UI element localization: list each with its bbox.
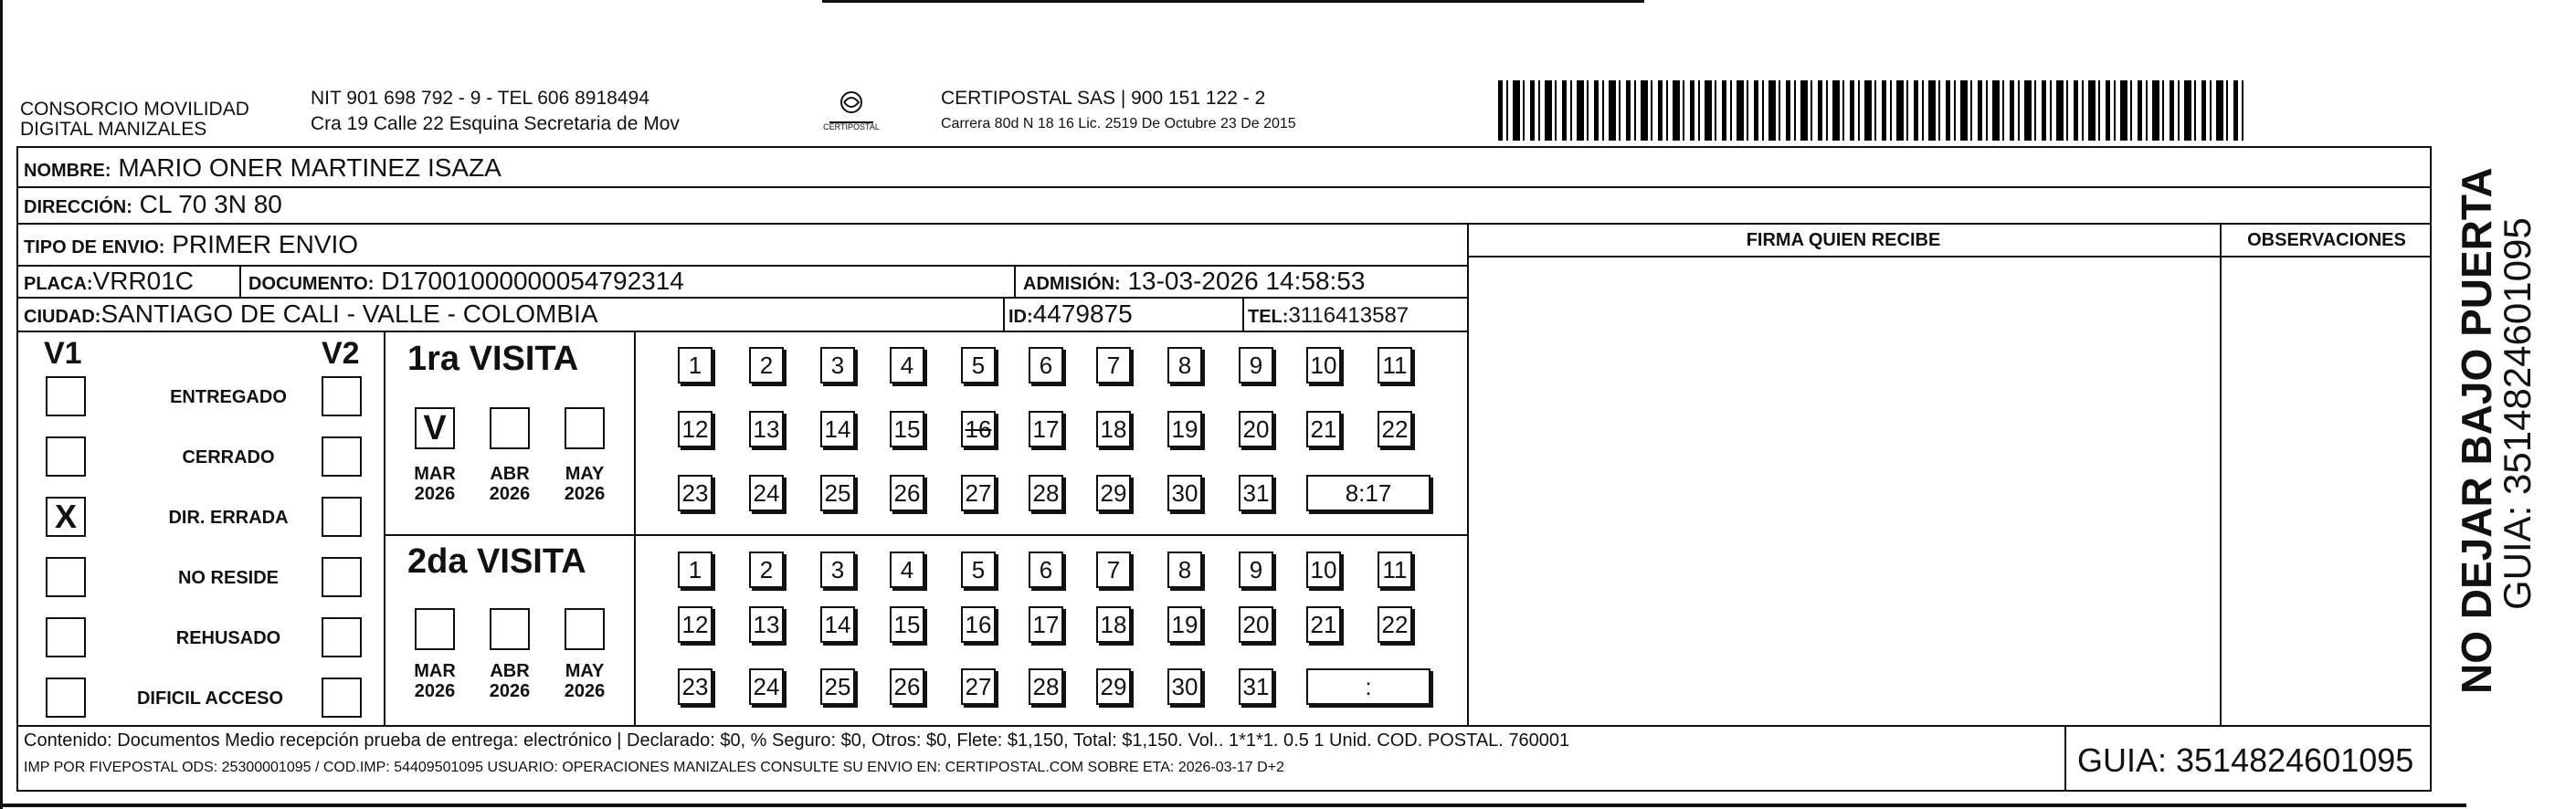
firma-header: FIRMA QUIEN RECIBE (1746, 230, 1941, 250)
day-box[interactable]: 5 (961, 347, 996, 383)
nombre-label: NOMBRE: (24, 161, 111, 181)
documento-value: D17001000000054792314 (381, 267, 684, 295)
status-option-label: DIFICIL ACCESO (136, 688, 283, 709)
day-box[interactable]: 3 (820, 347, 855, 383)
day-box[interactable]: 12 (678, 606, 713, 643)
footer-content: Contenido: Documentos Medio recepción prueba de entrega: electrónico | Declarado: $0, % Seguro: $0, Otros: $0, Flete: $1,150, Total: $1,150. Vol.. 1*1*1. 0.5 1 Unid. COD. POSTAL. 760001 (24, 730, 1570, 751)
v2-label: V2 (322, 336, 360, 371)
day-box[interactable]: 31 (1239, 668, 1273, 705)
documento-label: DOCUMENTO: (248, 274, 375, 294)
v1-checkbox[interactable] (46, 617, 86, 657)
tipo-value: PRIMER ENVIO (172, 230, 359, 258)
day-box[interactable]: 28 (1029, 475, 1063, 511)
day-box[interactable]: 21 (1306, 606, 1341, 643)
day-box[interactable]: 13 (749, 411, 784, 447)
ciudad-label: CIUDAD: (24, 307, 101, 327)
company-address: Cra 19 Calle 22 Esquina Secretaria de Mov (311, 113, 680, 134)
courier-name: CERTIPOSTAL SAS | 900 151 122 - 2 (941, 88, 1266, 109)
v2-checkbox[interactable] (322, 617, 362, 657)
placa-value: VRR01C (92, 267, 195, 295)
day-box[interactable]: 8 (1167, 552, 1202, 588)
day-box[interactable]: 21 (1306, 411, 1341, 447)
month-label: MAY 2026 (564, 661, 606, 701)
day-box[interactable]: 6 (1029, 347, 1063, 383)
day-box[interactable]: 7 (1096, 552, 1131, 588)
day-box[interactable]: 14 (820, 606, 855, 643)
day-box[interactable]: 6 (1029, 552, 1063, 588)
tel-value: 3116413587 (1288, 303, 1409, 328)
day-box[interactable]: 19 (1167, 411, 1202, 447)
month-label: MAY 2026 (564, 464, 606, 504)
day-box[interactable]: 9 (1239, 347, 1273, 383)
v2-checkbox[interactable] (322, 678, 362, 718)
day-box[interactable]: 2 (749, 552, 784, 588)
day-box[interactable]: 14 (820, 411, 855, 447)
footer-print-info: IMP POR FIVEPOSTAL ODS: 25300001095 / COD.IMP: 54409501095 USUARIO: OPERACIONES MANIZALES CONSULTE SU ENVIO EN: CERTIPOSTAL.COM SOBRE ETA: 2026-03-17 D+2 (24, 760, 1284, 775)
company-name-line2: DIGITAL MANIZALES (20, 119, 207, 140)
day-box[interactable]: 11 (1378, 347, 1412, 383)
no-dejar-warning: NO DEJAR BAJO PUERTA (2453, 167, 2500, 694)
status-option-label: DIR. ERRADA (168, 508, 289, 528)
day-box[interactable]: 28 (1029, 668, 1063, 705)
day-box[interactable]: 16 (961, 411, 996, 447)
admision-label: ADMISIÓN: (1023, 274, 1121, 294)
day-box[interactable]: 17 (1029, 606, 1063, 643)
company-name-line1: CONSORCIO MOVILIDAD (20, 99, 249, 120)
day-box[interactable]: 31 (1239, 475, 1273, 511)
day-box[interactable]: 10 (1306, 347, 1341, 383)
placa-label: PLACA: (24, 274, 93, 294)
day-box[interactable]: 12 (678, 411, 713, 447)
observaciones-header: OBSERVACIONES (2247, 230, 2406, 250)
month-label: MAR 2026 (414, 661, 456, 701)
day-box[interactable]: 1 (678, 347, 713, 383)
admision-value: 13-03-2026 14:58:53 (1127, 267, 1366, 295)
id-label: ID: (1008, 307, 1033, 327)
day-box[interactable]: 24 (749, 475, 784, 511)
v2-checkbox[interactable] (322, 436, 362, 477)
day-box[interactable]: 11 (1378, 552, 1412, 588)
day-box[interactable]: 9 (1239, 552, 1273, 588)
day-box[interactable]: 15 (890, 606, 924, 643)
month-checkbox[interactable] (490, 407, 530, 449)
v1-checkbox[interactable]: X (46, 497, 86, 537)
month-checkbox[interactable]: V (415, 407, 455, 449)
day-box[interactable]: 30 (1167, 668, 1202, 705)
day-box[interactable]: 7 (1096, 347, 1131, 383)
day-box[interactable]: 10 (1306, 552, 1341, 588)
day-box[interactable]: 1 (678, 552, 713, 588)
status-option-label: REHUSADO (175, 628, 281, 648)
month-checkbox[interactable] (415, 608, 455, 650)
day-box[interactable]: 29 (1096, 668, 1131, 705)
day-box[interactable]: 22 (1378, 606, 1412, 643)
footer-guia: GUIA: 3514824601095 (2077, 741, 2414, 779)
status-option-label: ENTREGADO (170, 387, 287, 407)
day-box[interactable]: 25 (820, 475, 855, 511)
company-nit: NIT 901 698 792 - 9 - TEL 606 8918494 (311, 88, 649, 109)
day-box[interactable]: 22 (1378, 411, 1412, 447)
day-box[interactable]: 25 (820, 668, 855, 705)
day-box[interactable]: 30 (1167, 475, 1202, 511)
direccion-row (24, 190, 282, 222)
month-label: ABR 2026 (489, 661, 531, 701)
nombre-row (24, 153, 501, 185)
day-box[interactable]: 16 (961, 606, 996, 643)
id-value: 4479875 (1032, 299, 1133, 328)
day-box[interactable]: 4 (890, 347, 924, 383)
time-box[interactable]: : (1306, 668, 1431, 705)
v2-checkbox[interactable] (322, 557, 362, 597)
v2-checkbox[interactable] (322, 497, 362, 537)
v1-checkbox[interactable] (46, 678, 86, 718)
day-box[interactable]: 17 (1029, 411, 1063, 447)
first-visit-title: 1ra VISITA (407, 340, 579, 378)
day-box[interactable]: 24 (749, 668, 784, 705)
status-option-label: CERRADO (182, 447, 275, 468)
courier-address: Carrera 80d N 18 16 Lic. 2519 De Octubre 23 De 2015 (941, 116, 1296, 131)
month-label: MAR 2026 (414, 464, 456, 504)
status-option-label: NO RESIDE (177, 568, 280, 588)
day-box[interactable]: 23 (678, 475, 713, 511)
day-box[interactable]: 27 (961, 668, 996, 705)
second-visit-title: 2da VISITA (407, 542, 586, 581)
tipo-row (24, 230, 358, 262)
day-box[interactable]: 20 (1239, 606, 1273, 643)
direccion-value: CL 70 3N 80 (139, 190, 282, 218)
nombre-value: MARIO ONER MARTINEZ ISAZA (118, 153, 501, 182)
month-checkbox[interactable] (490, 608, 530, 650)
time-box[interactable]: 8:17 (1306, 475, 1431, 511)
day-box[interactable]: 4 (890, 552, 924, 588)
day-box[interactable]: 19 (1167, 606, 1202, 643)
v2-checkbox[interactable] (322, 376, 362, 416)
barcode (1498, 80, 2247, 141)
day-box[interactable]: 18 (1096, 606, 1131, 643)
month-checkbox[interactable] (565, 407, 605, 449)
tipo-label: TIPO DE ENVIO: (24, 237, 165, 257)
tel-label: TEL: (1248, 307, 1289, 327)
ciudad-value: SANTIAGO DE CALI - VALLE - COLOMBIA (100, 299, 598, 328)
day-box[interactable]: 13 (749, 606, 784, 643)
day-box[interactable]: 26 (890, 668, 924, 705)
v1-checkbox[interactable] (46, 557, 86, 597)
day-box[interactable]: 23 (678, 668, 713, 705)
v1-label: V1 (44, 336, 82, 371)
v1-checkbox[interactable] (46, 376, 86, 416)
day-box[interactable]: 15 (890, 411, 924, 447)
day-box[interactable]: 29 (1096, 475, 1131, 511)
day-box[interactable]: 2 (749, 347, 784, 383)
day-box[interactable]: 8 (1167, 347, 1202, 383)
month-label: ABR 2026 (489, 464, 531, 504)
month-checkbox[interactable] (565, 608, 605, 650)
direccion-label: DIRECCIÓN: (24, 197, 132, 217)
day-box[interactable]: 27 (961, 475, 996, 511)
day-box[interactable]: 5 (961, 552, 996, 588)
day-box[interactable]: 3 (820, 552, 855, 588)
day-box[interactable]: 20 (1239, 411, 1273, 447)
day-box[interactable]: 18 (1096, 411, 1131, 447)
side-guia: GUIA: 3514824601095 (2496, 217, 2539, 610)
logo-text: CERTIPOSTAL (823, 122, 880, 131)
v1-checkbox[interactable] (46, 436, 86, 477)
day-box[interactable]: 26 (890, 475, 924, 511)
